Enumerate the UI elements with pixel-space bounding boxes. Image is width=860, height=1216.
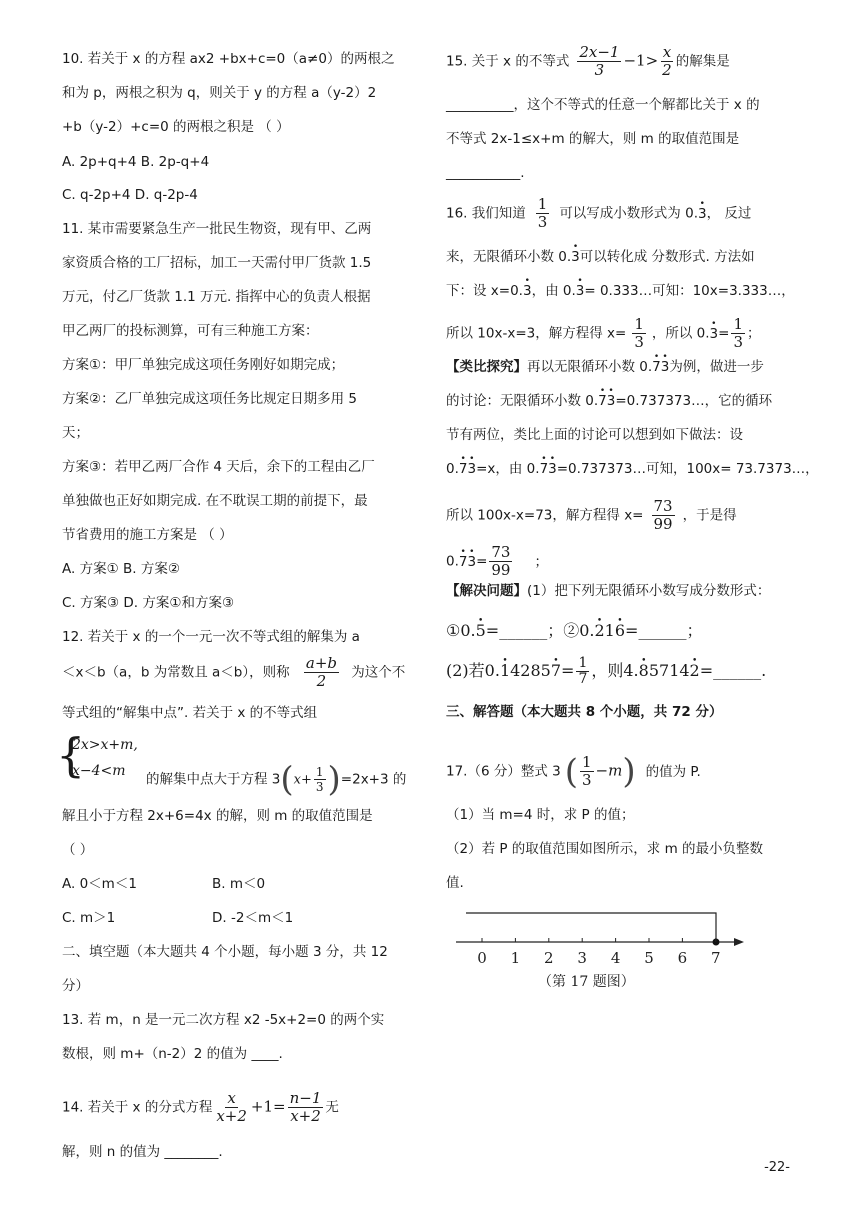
q16-l4-frac1: [632, 316, 646, 351]
q17-line2: （1）当 m=4 时，求 P 的值；: [446, 807, 635, 823]
q11-plan2: 方案②：乙厂单独完成这项任务比规定日期多用 5: [62, 391, 357, 407]
q15-fraction-right: [660, 44, 674, 79]
q16-l9-text-b: ，于是得: [682, 507, 737, 524]
q16-line7: 节有两位，类比上面的讨论可以想到如下做法：设: [446, 427, 743, 443]
q16-l12-text-b: =______；②0.: [485, 621, 595, 640]
q17-axis-arrow: [734, 938, 744, 946]
q16-line10: [446, 544, 548, 579]
q13-line2: 数根，则 m+（n-2）2 的值为 ____.: [62, 1046, 283, 1062]
q15-minus-one-gt: −1>: [623, 51, 659, 70]
q16-l5-text-b: 为例，做进一步: [669, 359, 764, 375]
q16-line9: [446, 498, 737, 533]
q12-system-eq1: 2x>x+m,: [72, 737, 138, 753]
q16-l10-equals: =: [476, 553, 488, 570]
q16-l12-digit6: • 6: [615, 622, 625, 640]
q16-line1: [446, 196, 751, 231]
q16-l13-frac-num: 1: [578, 655, 588, 671]
q16-l2-text-a: 来，无限循环小数 0.: [446, 249, 572, 265]
q16-l4-text-a: 所以 10x-x=3，解方程得 x=: [446, 325, 627, 342]
q14-line1: [62, 1090, 339, 1125]
q16-l3-digit2: • 3: [576, 282, 585, 300]
q16-l8-digit3: • 3: [467, 460, 476, 478]
q17-line3: （2）若 P 的取值范围如图所示，求 m 的最小负整数: [446, 841, 764, 857]
q16-l3-text-b: ，由 0.: [531, 283, 576, 299]
q16-l13-frac: [576, 656, 589, 687]
q16-l4-frac1-den: 3: [634, 333, 644, 351]
q16-l13-frac-den: 7: [578, 671, 588, 687]
q17-text-b: 的值为 P.: [645, 763, 701, 780]
q16-l12-digit1: 1: [604, 621, 615, 640]
q16-l13-mid: 4285: [510, 661, 551, 680]
q16-l9-frac-num: 73: [653, 497, 673, 515]
q16-l13-mid2: 5714: [648, 661, 690, 680]
q12-option-c: C. m＞1: [62, 910, 116, 926]
q11-options-ab: A. 方案① B. 方案②: [62, 561, 180, 577]
q16-l5-text-a: 再以无限循环小数 0.: [527, 359, 653, 375]
q13-line1: 13. 若 m，n 是一元二次方程 x2 -5x+2=0 的两个实: [62, 1012, 385, 1028]
q17-tick-label: 2: [544, 949, 554, 967]
q17-line4: 值.: [446, 875, 464, 891]
q15-right-num: x: [662, 43, 672, 61]
q16-line11: [446, 582, 770, 600]
q16-text-c: ， 反过: [706, 205, 752, 222]
q16-l2-repeating-digit: • 3: [571, 248, 580, 266]
q16-one-third: [536, 196, 550, 231]
q16-l13-digit2: • 2: [690, 662, 700, 680]
q12-line3: 等式组的“解集中点”. 若关于 x 的不等式组: [62, 705, 318, 721]
q11-line4: 甲乙两厂的投标测算，可有三种施工方案：: [62, 323, 319, 339]
q16-l13-digit8: • 8: [639, 662, 649, 680]
q15-line1: [446, 44, 730, 79]
q17-tick-label: 6: [677, 949, 688, 967]
q10-options-ab: A. 2p+q+4 B. 2p-q+4: [62, 154, 210, 170]
q16-line12: [446, 622, 702, 640]
q16-l10-frac: [489, 544, 512, 579]
q16-l13-equals: =: [561, 661, 575, 680]
q12-right-paren: ): [327, 759, 341, 800]
q16-l13-digit7: • 7: [551, 662, 561, 680]
q16-l13-text-d: =______.: [699, 661, 767, 680]
q11-plan1: 方案①：甲厂单独完成这项任务刚好如期完成；: [62, 357, 345, 373]
q14-fraction-right: [288, 1090, 324, 1125]
q11-line1: 11. 某市需要紧急生产一批民生物资，现有甲、乙两: [62, 221, 372, 237]
q16-l6-text-b: =0.737373…，它的循环: [615, 393, 773, 409]
q15-text-b: 的解集是: [675, 53, 730, 70]
q12-option-d: D. -2＜m＜1: [212, 910, 294, 926]
q16-l11-text: (1）把下列无限循环小数写成分数形式：: [527, 583, 771, 599]
q12-line5: 解且小于方程 2x+6=4x 的解，则 m 的取值范围是: [62, 808, 373, 824]
q16-line8: [446, 460, 819, 478]
q17-right-paren: ): [622, 751, 636, 792]
q15-line2: __________，这个不等式的任意一个解都比关于 x 的: [446, 97, 760, 113]
q14-fraction-left: [214, 1090, 249, 1125]
q16-l3-text-a: 下：设 x=0.: [446, 283, 523, 299]
q15-right-den: 2: [662, 61, 672, 79]
q16-line2: [446, 248, 755, 266]
q11-plan2-cont: 天；: [62, 425, 89, 441]
q12-line2-text-b: 为这个不: [351, 664, 406, 681]
q16-l8-digit3b: • 3: [548, 460, 557, 478]
q16-l10-text-a: 0.: [446, 553, 459, 570]
q12-midpoint-fraction: [304, 655, 339, 690]
q16-l8-text-b: =x，由 0.: [476, 461, 540, 477]
q12-line2-text-a: ＜x＜b（a，b 为常数且 a＜b），则称: [62, 664, 290, 681]
q17-line1: [446, 751, 701, 792]
q12-line2: [62, 655, 405, 690]
section2-heading-cont: 分）: [62, 978, 89, 994]
q14-left-den: x+2: [216, 1107, 247, 1125]
q15-left-num: 2x−1: [579, 43, 620, 61]
q16-l6-text-a: 的讨论：无限循环小数 0.: [446, 393, 599, 409]
q16-l6-digit3: • 3: [607, 392, 616, 410]
q16-line3: [446, 282, 795, 300]
q16-l9-text-a: 所以 100x-x=73，解方程得 x=: [446, 507, 644, 524]
q17-left-paren: (: [564, 751, 578, 792]
q17-fraction: [580, 754, 594, 789]
q16-l6-digit7: • 7: [598, 392, 607, 410]
q15-fraction-left: [577, 44, 621, 79]
q15-text-a: 15. 关于 x 的不等式: [446, 53, 570, 70]
q11-question: 节省费用的施工方案是 （ ）: [62, 527, 233, 543]
q16-line6: [446, 392, 772, 410]
q12-line4-text-b: =2x+3 的: [340, 771, 407, 788]
q14-plus-one-equals: +1=: [250, 1097, 286, 1116]
q16-analogy-tag: 【类比探究】: [446, 359, 527, 375]
q12-system-eq2: x−4<m: [72, 763, 126, 779]
q16-l10-frac-den: 99: [491, 561, 511, 579]
q11-plan3-cont: 单独做也正好如期完成. 在不耽误工期的前提下，最: [62, 493, 368, 509]
q16-l5-digit7: • 7: [652, 358, 661, 376]
q16-l13-text-c: ，则4.: [591, 661, 639, 680]
q12-option-b: B. m＜0: [212, 876, 266, 892]
q11-line3: 万元，付乙厂货款 1.1 万元. 指挥中心的负责人根据: [62, 289, 371, 305]
q10-options-cd: C. q-2p+4 D. q-2p-4: [62, 187, 198, 203]
q16-l2-text-b: 可以转化成 分数形式. 方法如: [579, 249, 755, 265]
q16-l4-frac2: [731, 316, 745, 351]
q12-line4: [146, 759, 407, 800]
q12-line4-text-a: 的解集中点大于方程 3: [146, 771, 281, 788]
q16-l8-text-c: =0.737373…可知，100x= 73.7373…，: [556, 461, 819, 477]
q12-x-plus: x+: [293, 772, 312, 788]
q16-l4-equals: =: [718, 325, 730, 342]
q14-text-b: 无: [325, 1099, 339, 1116]
q10-line1: 10. 若关于 x 的方程 ax2 +bx+c=0（a≠0）的两根之: [62, 51, 395, 67]
q12-line6: （ ）: [62, 842, 94, 858]
q14-right-den: x+2: [290, 1107, 321, 1125]
q16-l13-text-a: (2)若0.: [446, 661, 500, 680]
q12-line1: 12. 若关于 x 的一个一元一次不等式组的解集为 a: [62, 629, 360, 645]
q11-plan3: 方案③：若甲乙两厂合作 4 天后，余下的工程由乙厂: [62, 459, 375, 475]
q16-l8-text-a: 0.: [446, 461, 459, 477]
q17-tick-label: 1: [510, 949, 521, 967]
q16-l3-text-c: = 0.333…可知：10x=3.333…，: [584, 283, 795, 299]
q16-one-third-num: 1: [537, 195, 548, 213]
q17-frac-num: 1: [582, 753, 592, 771]
q14-right-num: n−1: [289, 1089, 322, 1107]
q12-one-third-num: 1: [315, 765, 324, 779]
q16-l4-frac2-num: 1: [733, 315, 743, 333]
q16-solve-tag: 【解决问题】: [446, 583, 527, 599]
q16-l10-digit3: • 3: [467, 553, 476, 571]
q14-left-num: x: [227, 1089, 236, 1107]
q16-l12-text-a: ①0.: [446, 621, 476, 640]
section3-heading: 三、解答题（本大题共 8 个小题，共 72 分）: [446, 704, 723, 720]
q16-l9-frac: [652, 498, 675, 533]
q17-figure-caption: （第 17 题图）: [538, 974, 635, 990]
q16-l10-frac-num: 73: [491, 543, 511, 561]
q16-l8-digit7: • 7: [459, 460, 468, 478]
q17-text-a: 17.（6 分）整式 3: [446, 763, 561, 780]
q16-l10-semicolon: ；: [534, 553, 548, 570]
q12-system-brace: {: [56, 728, 86, 782]
q16-line5: [446, 358, 764, 376]
q17-range-bracket: [466, 913, 716, 942]
q16-one-third-den: 3: [537, 213, 548, 231]
q17-tick-label: 7: [711, 949, 721, 967]
q11-options-cd: C. 方案③ D. 方案①和方案③: [62, 595, 235, 611]
q17-frac-den: 3: [582, 771, 592, 789]
q10-line2: 和为 p，两根之积为 q，则关于 y 的方程 a（y-2）2: [62, 85, 377, 101]
q16-l3-digit1: • 3: [523, 282, 532, 300]
page-number: -22-: [764, 1160, 790, 1175]
q16-l12-digit5: • 5: [476, 622, 486, 640]
q17-tick-label: 0: [477, 949, 487, 967]
section2-heading: 二、填空题（本大题共 4 个小题，每小题 3 分，共 12: [62, 944, 388, 960]
q16-text-a: 16. 我们知道: [446, 205, 526, 222]
q14-text-a: 14. 若关于 x 的分式方程: [62, 1099, 213, 1116]
q17-tick-label: 4: [610, 949, 621, 967]
q16-l12-digit2: • 2: [594, 622, 604, 640]
q16-repeating-digit: • 3: [698, 205, 707, 223]
q16-l4-semicolon: ；: [746, 325, 761, 342]
q16-l12-text-c: =______；: [625, 621, 703, 640]
q16-line13: [446, 656, 766, 687]
q12-fraction-numerator: a+b: [305, 654, 337, 672]
q12-left-paren: (: [280, 759, 294, 800]
q12-fraction-denominator: 2: [316, 672, 327, 690]
q16-l5-digit3: • 3: [661, 358, 670, 376]
q12-inequality-system: [56, 728, 142, 784]
q16-l4-frac1-num: 1: [634, 315, 644, 333]
q17-minus-m: −m: [595, 761, 623, 780]
q16-text-b: 可以写成小数形式为 0.: [559, 205, 698, 222]
q17-tick-label: 5: [644, 949, 654, 967]
q15-left-den: 3: [594, 61, 605, 79]
q16-l10-digit7: • 7: [459, 553, 468, 571]
q16-l9-frac-den: 99: [653, 515, 673, 533]
q12-option-a: A. 0＜m＜1: [62, 876, 137, 892]
q12-one-third-fraction: [314, 765, 326, 794]
q16-l4-digit: • 3: [710, 325, 719, 343]
q16-line4: [446, 316, 760, 351]
q16-l4-frac2-den: 3: [733, 333, 743, 351]
q10-line3: +b（y-2）+c=0 的两根之积是 （ ）: [62, 119, 290, 135]
q16-l8-digit7b: • 7: [540, 460, 549, 478]
q16-l4-text-b: ，所以 0.: [651, 325, 710, 342]
q11-line2: 家资质合格的工厂招标，加工一天需付甲厂货款 1.5: [62, 255, 372, 271]
q12-one-third-den: 3: [315, 780, 324, 794]
q17-tick-label: 3: [577, 949, 587, 967]
q16-l13-digit1: • 1: [500, 662, 510, 680]
q15-line3: 不等式 2x-1≤x+m 的解大，则 m 的取值范围是: [446, 131, 740, 147]
q14-line2: 解，则 n 的值为 ________.: [62, 1144, 223, 1160]
q15-line4: ___________.: [446, 165, 525, 181]
